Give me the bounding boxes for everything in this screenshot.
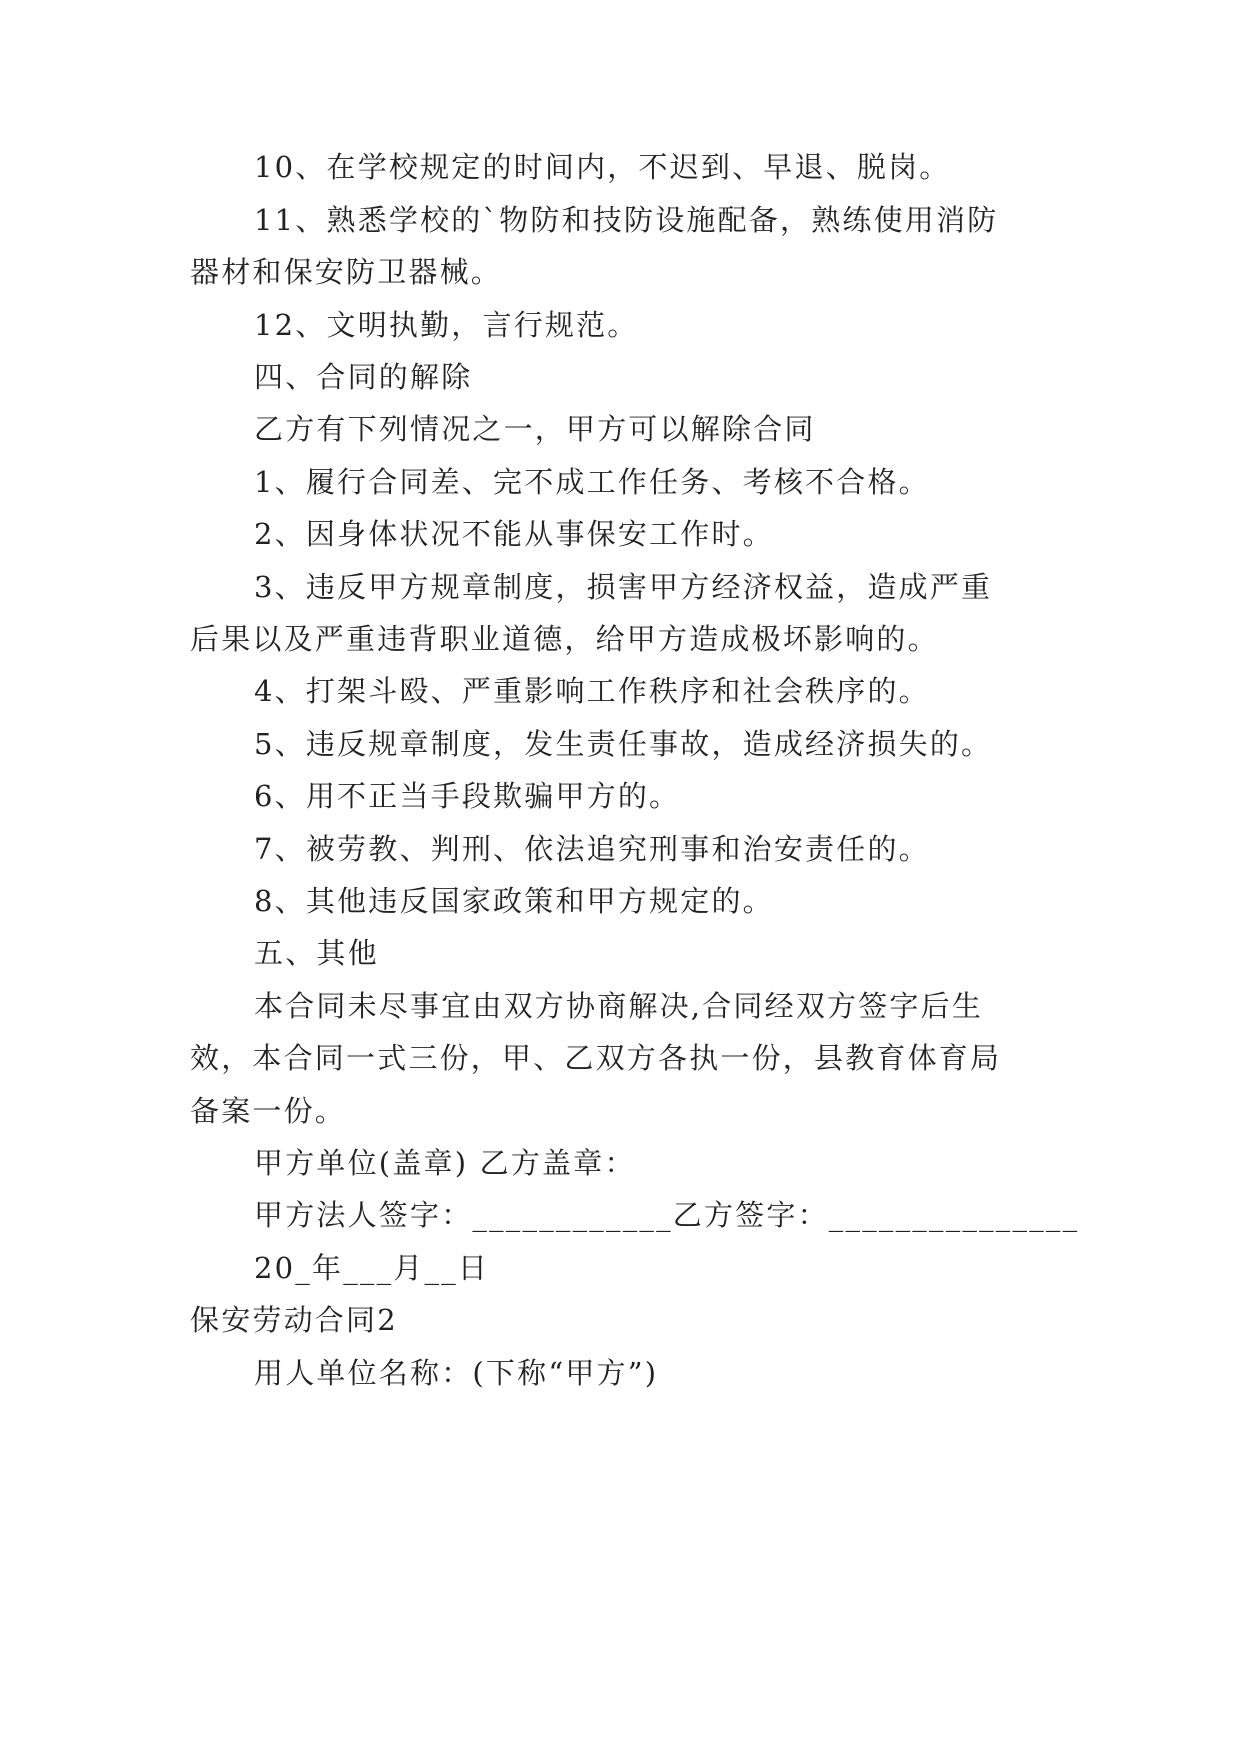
termination-item-7: 7、被劳教、判刑、依法追究刑事和治安责任的。 [254, 832, 930, 866]
termination-item-6: 6、用不正当手段欺骗甲方的。 [254, 779, 681, 813]
clause-12: 12、文明执勤，言行规范。 [254, 308, 639, 342]
termination-item-5: 5、违反规章制度，发生责任事故，造成经济损失的。 [254, 727, 993, 761]
other-paragraph-line-3: 备案一份。 [190, 1094, 347, 1128]
contract-2-title: 保安劳动合同2 [190, 1303, 398, 1337]
clause-11-line-1: 11、熟悉学校的`物防和技防设施配备，熟练使用消防 [254, 203, 999, 237]
employer-name-line: 用人单位名称：(下称“甲方”) [254, 1356, 659, 1390]
seal-line: 甲方单位(盖章) 乙方盖章： [254, 1146, 636, 1180]
other-paragraph-line-1: 本合同未尽事宜由双方协商解决,合同经双方签字后生 [254, 989, 984, 1023]
clause-10: 10、在学校规定的时间内，不迟到、早退、脱岗。 [254, 150, 951, 184]
termination-item-3-line-2: 后果以及严重违背职业道德，给甲方造成极坏影响的。 [190, 622, 939, 656]
clause-11-line-2: 器材和保安防卫器械。 [190, 255, 503, 289]
date-line: 20_年___月__日 [254, 1251, 490, 1285]
section-heading-other: 五、其他 [254, 936, 379, 970]
termination-item-8: 8、其他违反国家政策和甲方规定的。 [254, 884, 774, 918]
termination-item-1: 1、履行合同差、完不成工作任务、考核不合格。 [254, 465, 930, 499]
section-heading-termination: 四、合同的解除 [254, 360, 473, 394]
termination-item-3-line-1: 3、违反甲方规章制度，损害甲方经济权益，造成严重 [254, 570, 993, 604]
other-paragraph-line-2: 效，本合同一式三份，甲、乙双方各执一份，县教育体育局 [190, 1041, 1002, 1075]
termination-item-4: 4、打架斗殴、严重影响工作秩序和社会秩序的。 [254, 674, 930, 708]
termination-item-2: 2、因身体状况不能从事保安工作时。 [254, 517, 774, 551]
signature-line: 甲方法人签字：____________乙方签字：_______________ [254, 1198, 1080, 1232]
termination-intro: 乙方有下列情况之一，甲方可以解除合同 [254, 412, 816, 446]
